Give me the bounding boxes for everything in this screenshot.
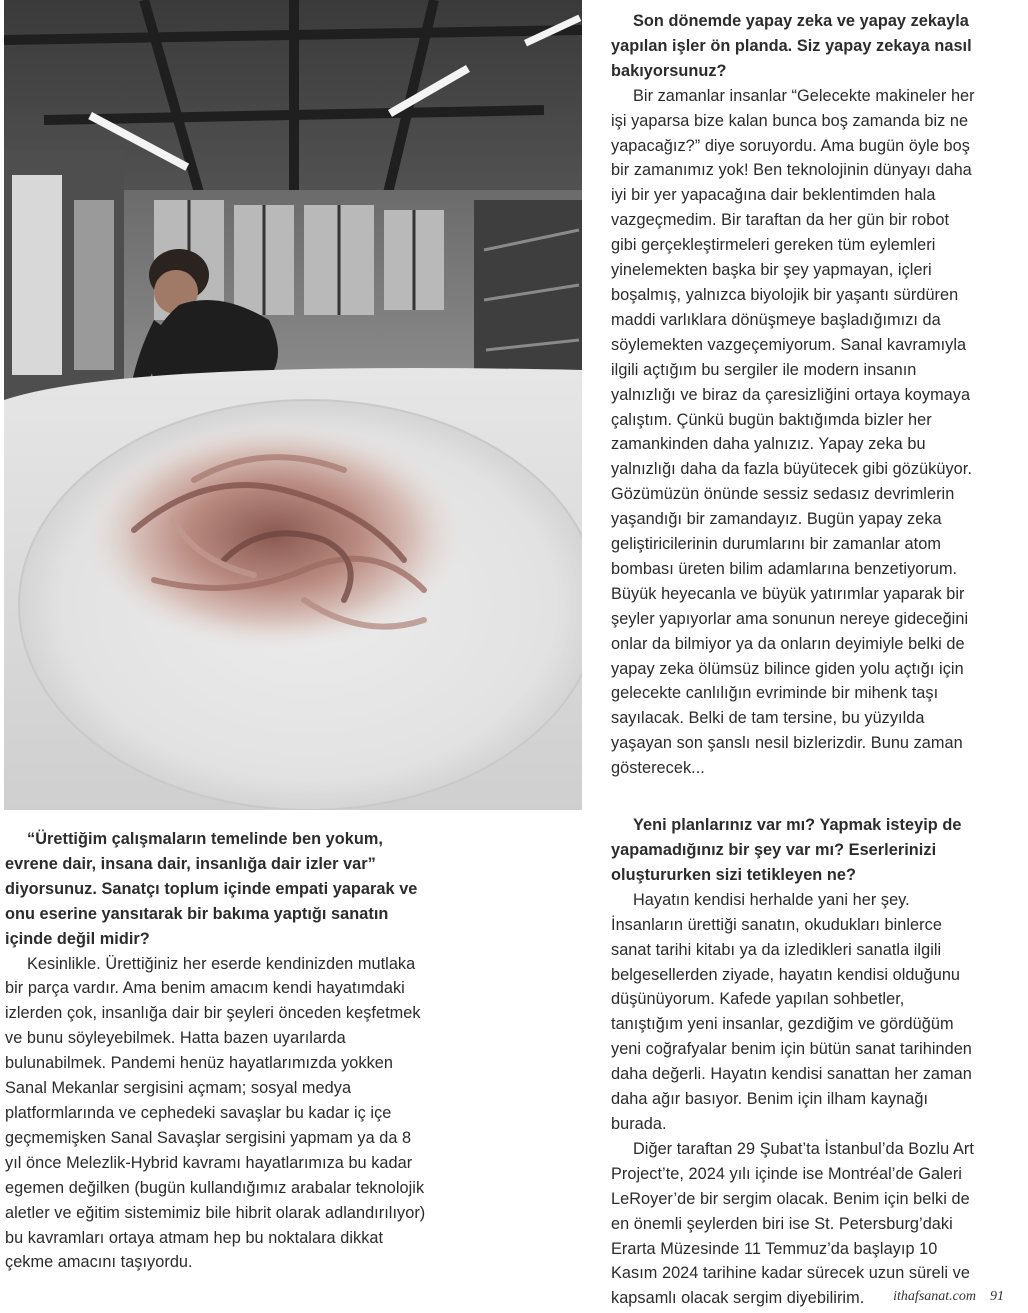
interview-question: Yeni planlarınız var mı? Yapmak isteyip de yapamadığınız bir şey var mı? Eserlerinizi oluştururken sizi tetikleyen ne?: [611, 816, 962, 884]
interview-answer: Bir zamanlar insanlar “Gelecekte makineler her işi yaparsa bize kalan bunca boş zamanda biz ne yapacağız?” diye soruyordu. Ama bugün öyle boş bir zamanımız yok! Ben teknolojinin dünyayı daha iyi bir yer yapacağına dair beklentimden hala vazgeçmedim. Bir taraftan da her gün bir robot gibi gerçekleştirmeleri gereken tüm eylemleri yinelemekten başka bir şey yapmayan, içleri boşalmış, yalnızca biyolojik bir yaşantı sürdüren maddi varlıklara dönüşmeye başladığımızı da söylemekten vazgeçemiyorum. Sanal kavramıyla ilgili açtığım bu sergiler ile modern insanın yalnızlığı ve biraz da çaresizliğini ortaya koymaya çalıştım. Çünkü bugün baktığımda bizler her zamankinden daha yalnızız. Yapay zeka bu yalnızlığı daha da fazla büyütecek gibi gözüküyor. Gözümüzün önünde sessiz sedasız devrimlerin yaşandığı bir zamandayız. Bugün yapay zeka geliştiricilerinin durumlarını bir zamanlar atom bombası üreten bilim adamlarına benzetiyorum. Büyük heyecanla ve büyük yatırımlar yaparak bir şeyler yapıyorlar ama sonunun nereye gideceğini onlar da bilmiyor ya da onların deyimiyle belki de yapay zeka ölümsüz bilince giden yolu açtığı için gelecekte canlılığın evriminde bir mihenk taşı sayılacak. Belki de tam tersine, bu yüzyılda yaşayan son şanslı nesil bizlerizdir. Bunu zaman gösterecek...: [611, 86, 975, 778]
site-name: ithafsanat.com: [893, 1289, 976, 1304]
studio-photo-illustration: [4, 0, 582, 810]
section-gap: [611, 781, 977, 813]
interview-answer: Hayatın kendisi herhalde yani her şey. İnsanların ürettiği sanatın, okudukları binlerce sanat tarihi kitabı ya da izledikleri sanatla ilgili belgesellerden ziyade, hayatın kendisi olduğunu düşünüyorum. Kafede yapılan sohbetler, tanıştığım yeni insanlar, gezdiğim ve gördüğüm yeni coğrafyalar benim için bütün sanat tarihinden daha değerli. Hayatın kendisi sanattan her zaman daha ağır basıyor. Benim için ilham kaynağı burada.: [611, 890, 972, 1133]
artist-drawing-photo: [4, 0, 582, 810]
right-column: [611, 9, 977, 1311]
interview-question: Son dönemde yapay zeka ve yapay zekayla yapılan işler ön planda. Siz yapay zekaya nasıl bakıyorsunuz?: [611, 12, 972, 80]
page-number: 91: [990, 1289, 1004, 1304]
interview-answer: Kesinlikle. Ürettiğiniz her eserde kendinizden mutlaka bir parça vardır. Ama benim amacım kendi hayatımdaki izlerden çok, insanlığa dair bir şeyleri önceden keşfetmek ve bunu söyleyebilmek. Hatta bazen uyarılarda bulunabilmek. Pandemi henüz hayatlarımızda yokken Sanal Mekanlar sergisini açmam; sosyal medya platformlarında ve cephedeki savaşlar bu kadar iç içe geçmemişken Sanal Savaşlar sergisini yapmam ya da 8 yıl önce Melezlik-Hybrid kavramı hayatlarımıza bu kadar egemen değilken (bugün kullandığımız arabalar teknolojik aletler ve eğitim sistemimiz bile hibrit olarak adlandırılıyor) bu kavramları ortaya atmam hep bu noktalara dikkat çekme amacını taşıyordu.: [5, 954, 426, 1272]
interview-answer: Diğer taraftan 29 Şubat’ta İstanbul’da Bozlu Art Project’te, 2024 yılı içinde ise Montréal’de Galeri LeRoyer’de bir sergim olacak. Benim için belki de en önemli şeylerden biri ise St. Petersburg’daki Erarta Müzesinde 11 Temmuz’da başlayıp 10 Kasım 2024 tarihine kadar sürecek uzun süreli ve kapsamlı olacak sergim diyebilirim.: [611, 1139, 974, 1308]
left-column: [5, 827, 431, 1275]
interview-question: “Ürettiğim çalışmaların temelinde ben yokum, evrene dair, insana dair, insanlığa dair izler var” diyorsunuz. Sanatçı toplum içinde empati yaparak ve onu eserine yansıtarak bir bakıma yaptığı sanatın içinde değil midir?: [5, 830, 418, 948]
page-footer: [893, 1289, 1004, 1305]
